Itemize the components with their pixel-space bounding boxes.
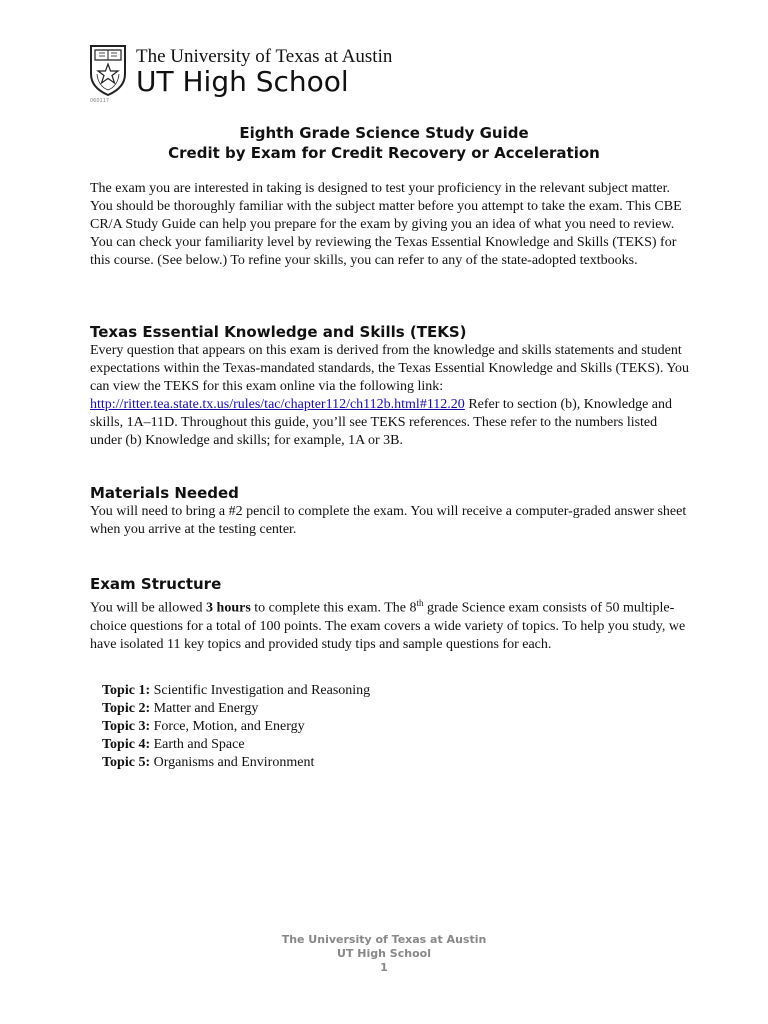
topic-label: Topic 2: (102, 701, 151, 716)
topic-label: Topic 3: (102, 719, 151, 734)
footer-org: The University of Texas at Austin (281, 933, 487, 946)
form-code: 060117 (90, 98, 110, 104)
teks-heading: Texas Essential Knowledge and Skills (TEKS) (90, 323, 467, 341)
materials-paragraph: You will need to bring a #2 pencil to complete the exam. You will receive a computer-graded answer sheet when you arrive at the testing center. (90, 504, 687, 537)
materials-heading: Materials Needed (90, 484, 239, 502)
topic-name: Organisms and Environment (150, 755, 315, 770)
page-number: 1 (380, 961, 388, 974)
topic-name: Earth and Space (150, 737, 245, 752)
structure-paragraph (90, 594, 690, 654)
intro-paragraph: The exam you are interested in taking is designed to test your proficiency in the relevant subject matter. You should be thoroughly familiar with the subject matter before you attempt to take the exam. This CBE CR/A Study Guide can help you prepare for the exam by giving you an idea of what you need to review. You can check your familiarity level by reviewing the Texas Essential Knowledge and Skills (TEKS) for this course. (See below.) To refine your skills, you can refer to any of the state-adopted textbooks. (90, 181, 682, 268)
ordinal-suffix: th (416, 598, 424, 608)
topic-label: Topic 4: (102, 737, 151, 752)
topic-name: Matter and Energy (150, 701, 259, 716)
ut-shield-icon (89, 44, 127, 96)
topic-list (102, 682, 370, 772)
topic-item (102, 682, 370, 700)
structure-text-a: You will be allowed (90, 600, 207, 616)
topic-item (102, 718, 370, 736)
teks-text-after: Refer to section (b), Knowledge and skills, 1A–11D. Throughout this guide, you’ll see TEKS references. These refer to the numbers listed under (b) Knowledge and skills; for example, 1A or 3B. (90, 397, 673, 448)
university-logo (89, 44, 393, 108)
document-title: Eighth Grade Science Study Guide (239, 124, 529, 142)
topic-item (102, 736, 370, 754)
structure-text-b: to complete this exam. The 8 (250, 600, 417, 616)
topic-item (102, 700, 370, 718)
teks-paragraph (90, 342, 690, 450)
teks-text-before: Every question that appears on this exam is derived from the knowledge and skills statements and student expectations within the Texas-mandated standards, the Texas Essential Knowledge and Skills (TEKS). You can view the TEKS for this exam online via the following link: (90, 343, 690, 394)
org-name: The University of Texas at Austin (136, 46, 393, 67)
structure-heading: Exam Structure (90, 575, 222, 593)
footer-school: UT High School (337, 947, 431, 960)
structure-text-c: grade Science exam consists of 50 multiple-choice questions for a total of 100 points. The exam covers a wide variety of topics. To help you study, we have isolated 11 key topics and provided study tips and sample questions for each. (90, 600, 686, 652)
exam-duration: 3 hours (206, 600, 251, 616)
topic-name: Force, Motion, and Energy (150, 719, 305, 734)
school-name: UT High School (136, 65, 349, 98)
document-subtitle: Credit by Exam for Credit Recovery or Acceleration (168, 144, 600, 162)
topic-item (102, 754, 370, 772)
teks-link[interactable]: http://ritter.tea.state.tx.us/rules/tac/chapter112/ch112b.html#112.20 (90, 397, 465, 412)
topic-label: Topic 1: (102, 683, 151, 698)
topic-name: Scientific Investigation and Reasoning (150, 683, 371, 698)
topic-label: Topic 5: (102, 755, 151, 770)
